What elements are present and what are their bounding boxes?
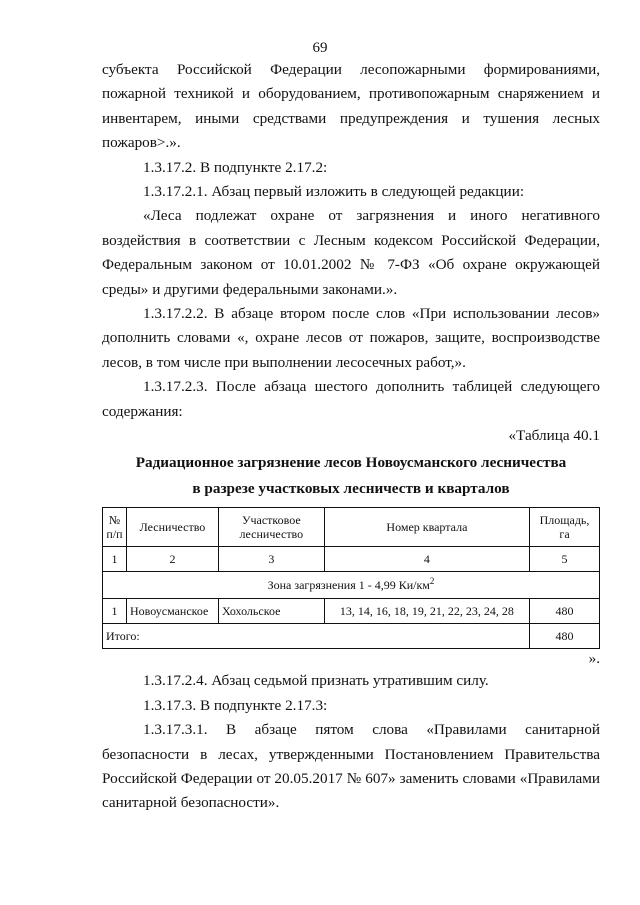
column-number-cell: 3	[218, 547, 324, 572]
paragraph-5: 1.3.17.2.2. В абзаце втором после слов «При использовании лесов» дополнить словами «, охране лесов от пожаров, защите, воспроизводстве лесов, в том числе при выполнении лесосечных работ,».	[102, 305, 600, 371]
page-number: 69	[312, 40, 328, 56]
header-cell: Лесничество	[126, 508, 218, 547]
paragraph-2: 1.3.17.2. В подпункте 2.17.2:	[143, 158, 328, 176]
contamination-table	[102, 507, 600, 649]
column-number-cell: 5	[530, 547, 600, 572]
table-cell: 480	[530, 599, 600, 624]
column-number-cell: 2	[126, 547, 218, 572]
table-cell: Хохольское	[218, 599, 324, 624]
table-cell: 13, 14, 16, 18, 19, 21, 22, 23, 24, 28	[324, 599, 529, 624]
zone-text: Зона загрязнения 1 - 4,99 Ки/км	[267, 578, 430, 593]
zone-cell	[103, 572, 600, 599]
paragraph-7: 1.3.17.2.4. Абзац седьмой признать утратившим силу.	[143, 672, 489, 690]
zone-superscript: 2	[429, 576, 435, 587]
paragraph-8: 1.3.17.3. В подпункте 2.17.3:	[143, 696, 328, 714]
table-label: «Таблица 40.1	[508, 427, 600, 445]
table-row	[103, 599, 600, 624]
paragraph-3: 1.3.17.2.1. Абзац первый изложить в следующей редакции:	[143, 183, 525, 201]
header-cell: № п/п	[103, 508, 127, 547]
column-number-cell: 4	[324, 547, 529, 572]
column-number-cell: 1	[103, 547, 127, 572]
header-cell: Участковое лесничество	[218, 508, 324, 547]
paragraph-1: субъекта Российской Федерации лесопожарными формированиями, пожарной техникой и оборудованием, противопожарным снаряжением и инвентарем, иными средствами предупреждения и тушения лесных пожаров>.».	[102, 61, 600, 152]
document-body	[102, 58, 600, 816]
paragraph-4: «Леса подлежат охране от загрязнения и иного негативного воздействия в соответствии с Лесным кодексом Российской Федерации, Федеральным законом от 10.01.2002 № 7-ФЗ «Об охране окружающей среды» и другими федеральными законами.».	[102, 207, 600, 298]
table-cell: 1	[103, 599, 127, 624]
table-column-number-row	[103, 547, 600, 572]
table-total-row	[103, 624, 600, 649]
header-cell: Номер квартала	[324, 508, 529, 547]
table-title-line-1: Радиационное загрязнение лесов Новоусманского лесничества	[135, 453, 567, 471]
table-zone-row	[103, 572, 600, 599]
paragraph-9: 1.3.17.3.1. В абзаце пятом слова «Правилами санитарной безопасности в лесах, утвержденными Постановлением Правительства Российской Федерации от 20.05.2017 № 607» заменить словами «Правилами санитарной безопасности».	[102, 721, 600, 812]
header-cell: Площадь, га	[530, 508, 600, 547]
total-label: Итого:	[103, 624, 530, 649]
table-close-quote: ».	[588, 650, 600, 668]
table-header-row	[103, 508, 600, 547]
total-value: 480	[530, 624, 600, 649]
paragraph-6: 1.3.17.2.3. После абзаца шестого дополнить таблицей следующего содержания:	[102, 378, 600, 420]
table-cell: Новоусманское	[126, 599, 218, 624]
table-title-line-2: в разрезе участковых лесничеств и кварталов	[192, 479, 510, 497]
